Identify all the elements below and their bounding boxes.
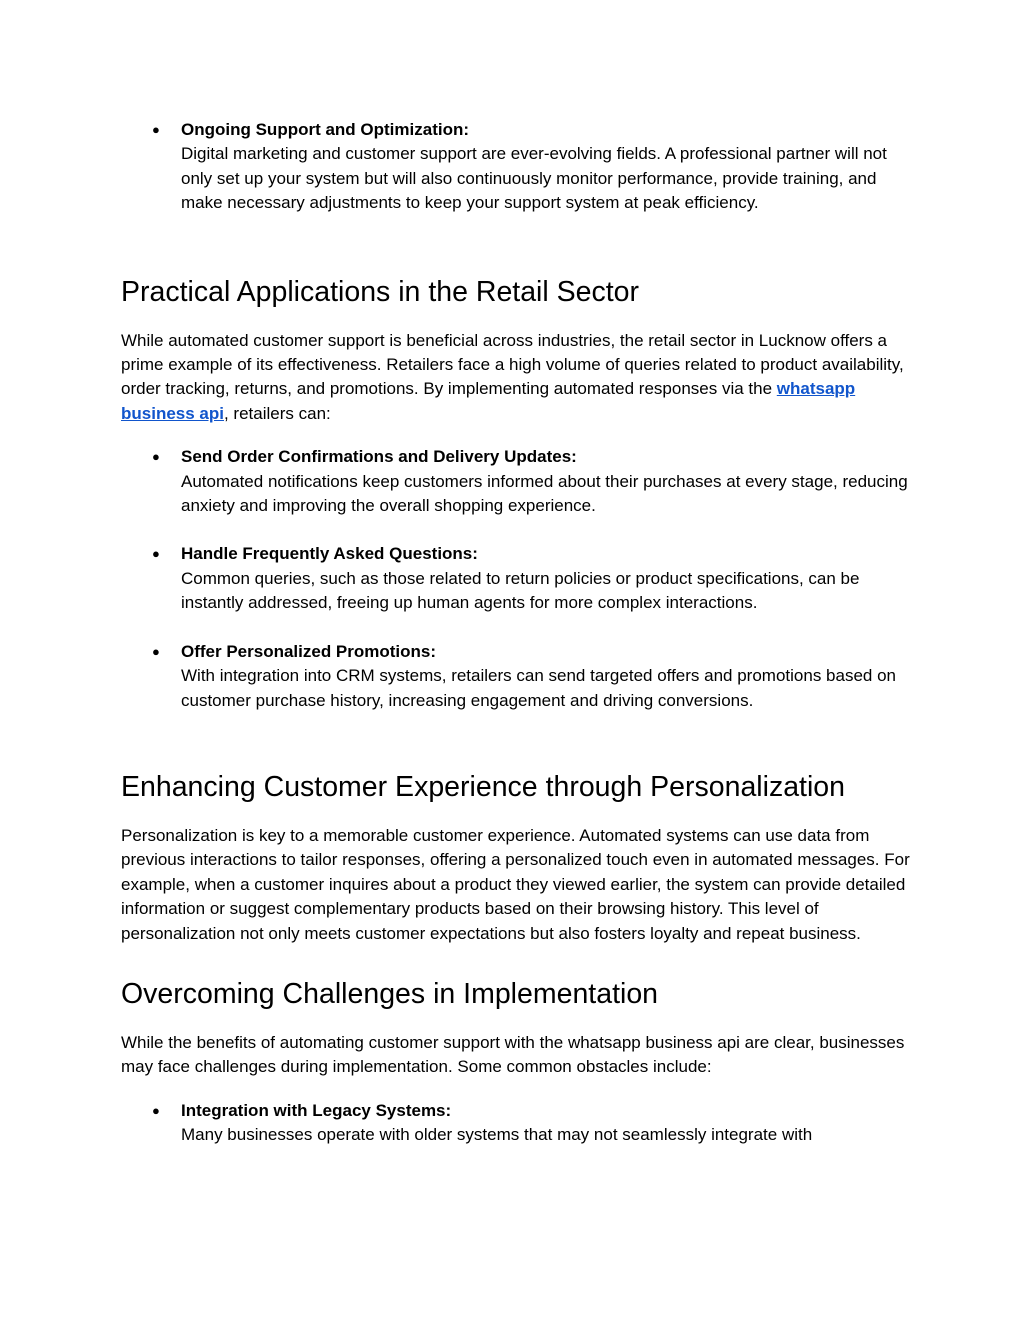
personalization-paragraph: Personalization is key to a memorable customer experience. Automated systems can use data from previous interactions to tailor responses, offering a personalized touch even in automated messages. For example, when a customer inquires about a product they viewed earlier, the system can provide detailed information or suggest complementary products based on their browsing history. This level of personalization not only meets customer expectations but also fosters loyalty and repeat business. — [121, 825, 910, 943]
list-item-body: Digital marketing and customer support are ever-evolving fields. A professional partner will not only set up your system but will also continuously monitor performance, provide training, and make necessary adjustments to keep your support system at peak efficiency. — [181, 144, 887, 213]
retail-intro-tail: , retailers can: — [223, 403, 331, 423]
list-item-promotions — [121, 640, 921, 713]
list-item-body: Many businesses operate with older systems that may not seamlessly integrate with — [181, 1125, 813, 1145]
list-item-title: Offer Personalized Promotions: — [181, 641, 437, 661]
retail-intro-text: While automated customer support is beneficial across industries, the retail sector in Lucknow offers a prime example of its effectiveness. Retailers face a high volume of queries related to product availability, order tracking, returns, and promotions. By implementing automated responses via the — [121, 330, 904, 399]
heading-retail: Practical Applications in the Retail Sector — [121, 275, 640, 308]
challenges-paragraph: While the benefits of automating customer support with the whatsapp business api are clear, businesses may face challenges during implementation. Some common obstacles include: — [121, 1032, 905, 1077]
list-item-body: Common queries, such as those related to return policies or product specifications, can be instantly addressed, freeing up human agents for more complex interactions. — [181, 568, 860, 613]
retail-bullet-list — [121, 445, 921, 713]
bullet-icon: ● — [152, 122, 160, 137]
challenges-bullet-list — [121, 1099, 921, 1148]
list-item-ongoing-support — [121, 118, 921, 216]
list-item-title: Ongoing Support and Optimization: — [181, 120, 470, 139]
list-item-body: With integration into CRM systems, retailers can send targeted offers and promotions based on customer purchase history, increasing engagement and driving conversions. — [181, 666, 896, 710]
bullet-icon: ● — [152, 1102, 160, 1118]
list-item-legacy-systems — [121, 1099, 921, 1148]
list-item-title: Integration with Legacy Systems: — [181, 1100, 452, 1120]
heading-personalization: Enhancing Customer Experience through Personalization — [121, 770, 846, 803]
list-item-body: Automated notifications keep customers informed about their purchases at every stage, reducing anxiety and improving the overall shopping experience. — [181, 471, 908, 516]
list-item-faq — [121, 542, 921, 615]
bullet-icon: ● — [152, 643, 160, 659]
list-item-order-confirmations — [121, 445, 921, 518]
bullet-icon: ● — [152, 546, 160, 562]
whatsapp-business-api-link[interactable]: whatsapp business api — [121, 379, 856, 423]
top-bullet-list — [121, 118, 921, 216]
list-item-title: Send Order Confirmations and Delivery Updates: — [181, 447, 577, 467]
document-page — [121, 118, 921, 1148]
list-item-title: Handle Frequently Asked Questions: — [181, 544, 478, 564]
retail-intro-paragraph — [121, 329, 921, 427]
heading-challenges: Overcoming Challenges in Implementation — [121, 977, 659, 1010]
bullet-icon: ● — [152, 449, 160, 465]
